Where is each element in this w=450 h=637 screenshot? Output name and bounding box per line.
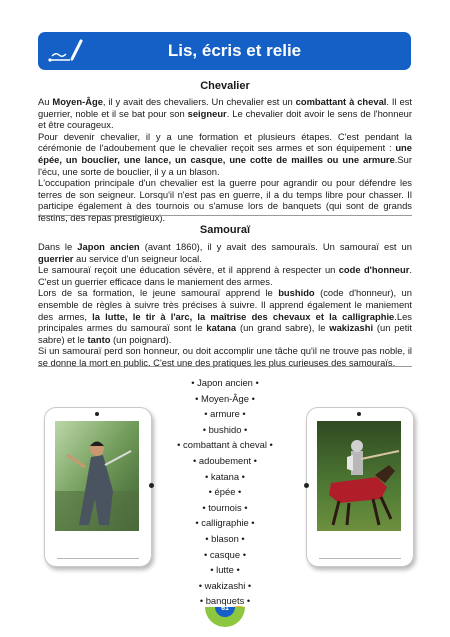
divider bbox=[38, 215, 412, 216]
page-number: 61 bbox=[221, 605, 229, 612]
word-item[interactable]: • calligraphie • bbox=[195, 517, 255, 529]
paragraph: Si un samouraï perd son honneur, ou doit accomplir une tâche qu'il ne trouve pas noble, il se donne la mort en public. C'est une des pratiques les plus curieuses des samouraïs. bbox=[38, 345, 412, 368]
connect-dot[interactable] bbox=[304, 483, 309, 488]
answer-line[interactable] bbox=[57, 558, 139, 559]
paragraph: Lors de sa formation, le jeune samouraï apprend le bushido (code d'honneur), un ensemble de règles à suivre très précises à suivre. Il apprend également le maniement des armes, la lutte, le tir à l'arc, la maîtrise des chevaux et la calligraphie.Les principales armes du samouraï sont le katana (un grand sabre), le wakizashi (un petit sabre) et le tanto (un poignard). bbox=[38, 287, 412, 345]
divider bbox=[38, 366, 412, 367]
paragraph: Pour devenir chevalier, il y a une formation et plusieurs étapes. C'est pendant la cérémonie de l'adoubement que le chevalier reçoit ses armes et son équipement : une épée, un bouclier, une lance, un casque, une cotte de mailles ou une armure.Sur l'écu, une sorte de bouclier, il y a un blason. bbox=[38, 130, 412, 177]
samourai-text bbox=[38, 241, 412, 369]
word-item[interactable]: • combattant à cheval • bbox=[177, 439, 273, 451]
samurai-photo bbox=[55, 421, 139, 531]
word-item[interactable]: • bushido • bbox=[202, 423, 248, 435]
knight-card[interactable] bbox=[306, 407, 414, 567]
word-item[interactable]: • banquets • bbox=[199, 595, 251, 607]
section-title-samourai: Samouraï bbox=[199, 224, 251, 236]
word-item[interactable]: • katana • bbox=[205, 470, 245, 482]
pin-icon bbox=[357, 412, 361, 416]
section-title-chevalier: Chevalier bbox=[200, 80, 250, 92]
answer-line[interactable] bbox=[319, 558, 401, 559]
word-item[interactable]: • Moyen-Âge • bbox=[195, 392, 255, 404]
word-item[interactable]: • tournois • bbox=[202, 501, 248, 513]
pin-icon bbox=[95, 412, 99, 416]
paragraph: L'occupation principale d'un chevalier est la guerre pour agrandir ou pour défendre les terres de son seigneur. Lorsqu'il n'est pas en guerre, il a du temps libre pour chasser. Il participe également à des tournois ou s'amuse lors de banquets (qui sont de grands festins, des repas prestigieux). bbox=[38, 177, 412, 223]
pencil-scribble-icon bbox=[48, 36, 88, 66]
page-title: Lis, écris et relie bbox=[167, 41, 302, 60]
chevalier-text bbox=[38, 96, 412, 224]
paragraph: Dans le Japon ancien (avant 1860), il y avait des samouraïs. Un samouraï est un guerrier au service d'un seigneur local. bbox=[38, 241, 412, 264]
samurai-card[interactable] bbox=[44, 407, 152, 567]
word-item[interactable]: • Japon ancien • bbox=[191, 377, 259, 388]
word-item[interactable]: • blason • bbox=[205, 532, 245, 544]
word-item[interactable]: • lutte • bbox=[210, 564, 240, 576]
connect-dot[interactable] bbox=[149, 483, 154, 488]
word-item[interactable]: • épée • bbox=[208, 486, 242, 498]
paragraph: Le samouraï reçoit une éducation sévère, et il apprend à respecter un code d'honneur. C'est un guerrier efficace dans le maniement des armes. bbox=[38, 264, 413, 287]
word-item[interactable]: • casque • bbox=[203, 548, 246, 560]
title-banner bbox=[38, 32, 411, 70]
word-list bbox=[160, 375, 290, 625]
paragraph: Au Moyen-Âge, il y avait des chevaliers. Un chevalier est un combattant à cheval. Il est guerrier, noble et il se bat pour son seigneur. Le chevalier doit avoir le sens de l'honneur et être courageux. bbox=[38, 96, 413, 131]
word-item[interactable]: • adoubement • bbox=[193, 454, 257, 466]
knight-on-horse-photo bbox=[317, 421, 401, 531]
word-item[interactable]: • armure • bbox=[204, 408, 246, 420]
word-item[interactable]: • wakizashi • bbox=[198, 579, 252, 591]
